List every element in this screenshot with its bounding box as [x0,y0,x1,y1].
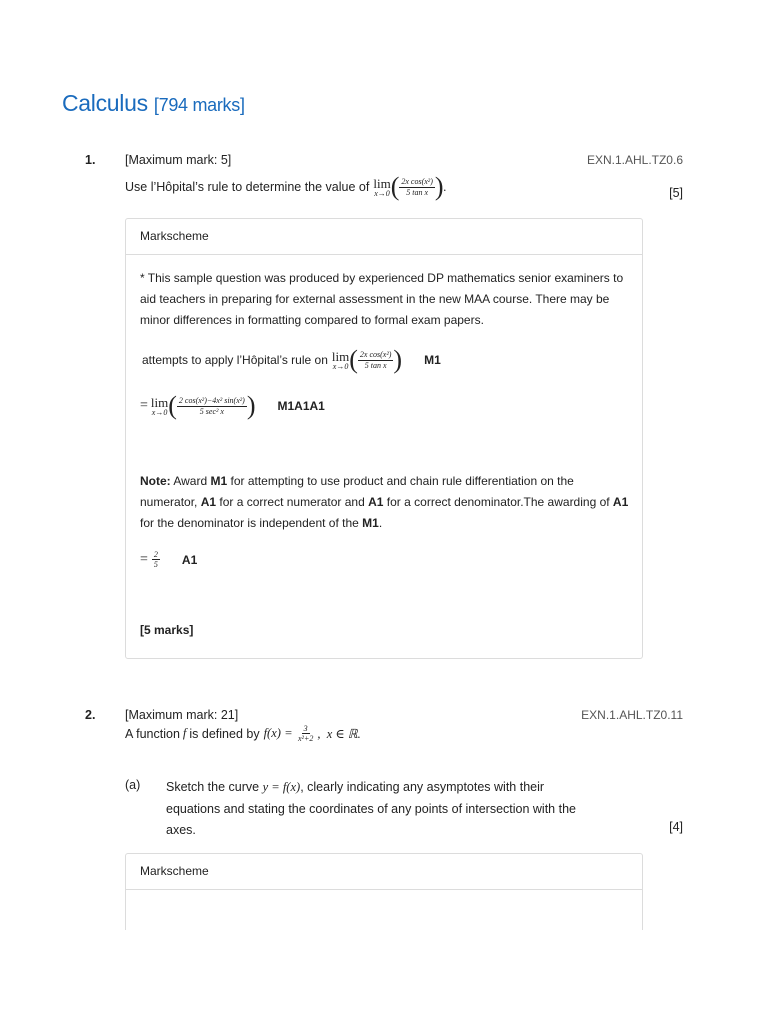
q1-number: 1. [85,153,96,167]
q1-step3-award: A1 [181,552,198,567]
q1-intro-note: * This sample question was produced by experienced DP mathematics senior examiners to aid teachers in preparing for external assessment in the new MAA course. There may be minor differences in formatting compared to formal exam papers. [140,271,624,327]
page-bottom-margin [0,930,768,1024]
q1-step3-expression: = $\frac{2}{5}$ [140,550,158,570]
page-title [62,90,245,117]
q2-text: A function f is defined by f(x) = $\frac{3}{\text{x²+2}}$ , x ∈ ℝ. [125,724,361,744]
q1-marks: [5] [669,186,683,200]
q1-markscheme [125,218,643,659]
q1-text: Use l’Hôpital’s rule to determine the value of lim x→0 ( $\frac{\text{2x cos(x²)}}{\text{5 tan x}}$ ) . [125,172,447,201]
q1-step1-expression: lim x→0 ( $\frac{\text{2x cos(x²)}}{\text{5 tan x}}$ ) [331,345,403,374]
q2-function-definition: f(x) = $\frac{3}{\text{x²+2}}$ , x ∈ ℝ. [263,724,361,744]
q2-part-a-text: Sketch the curve y = f(x), clearly indicating any asymptotes with their equations and stating the coordinates of any points of intersection with the axes. [166,780,576,837]
title-marks: [794 marks] [153,95,245,115]
q2-code: EXN.1.AHL.TZ0.11 [581,708,683,722]
q1-step3 [140,550,197,569]
q1-step2-expression: = lim x→0 ( $\frac{\text{2 cos(x²)−4x² sin(x²)}}{\text{5 sec² x}}$ ) [140,391,256,420]
q1-step1: attempts to apply l’Hôpital’s rule on lim x→0 ( $\frac{\text{2x cos(x²)}}{\text{5 tan x}}$ ) M1 [142,345,441,374]
q1-step1-award: M1 [424,353,441,367]
q2-part-a-label: (a) [125,778,141,792]
q1-markscheme-header[interactable]: Markscheme [126,219,642,255]
q2-markscheme-header[interactable]: Markscheme [126,854,642,890]
q1-limit-expression: lim x→0 ( $\frac{\text{2x cos(x²)}}{\text{5 tan x}}$ ) . [373,172,447,201]
q2-number: 2. [85,708,96,722]
q1-step2-award: M1A1A1 [277,399,325,413]
q1-max-mark: [Maximum mark: 5] [125,153,232,167]
q1-step2 [140,391,325,421]
q1-total-marks: [5 marks] [140,623,194,637]
q2-max-mark: [Maximum mark: 21] [125,708,239,722]
q1-code: EXN.1.AHL.TZ0.6 [586,153,683,167]
q1-marking-note: Note: Award M1 for attempting to use product and chain rule differentiation on the numerator, A1 for a correct numerator and A1 for a correct denominator.The awarding of A1 for the denominator is independent of the M1. [140,474,629,530]
title-main: Calculus [62,90,148,116]
q2-part-a-marks: [4] [669,820,683,834]
